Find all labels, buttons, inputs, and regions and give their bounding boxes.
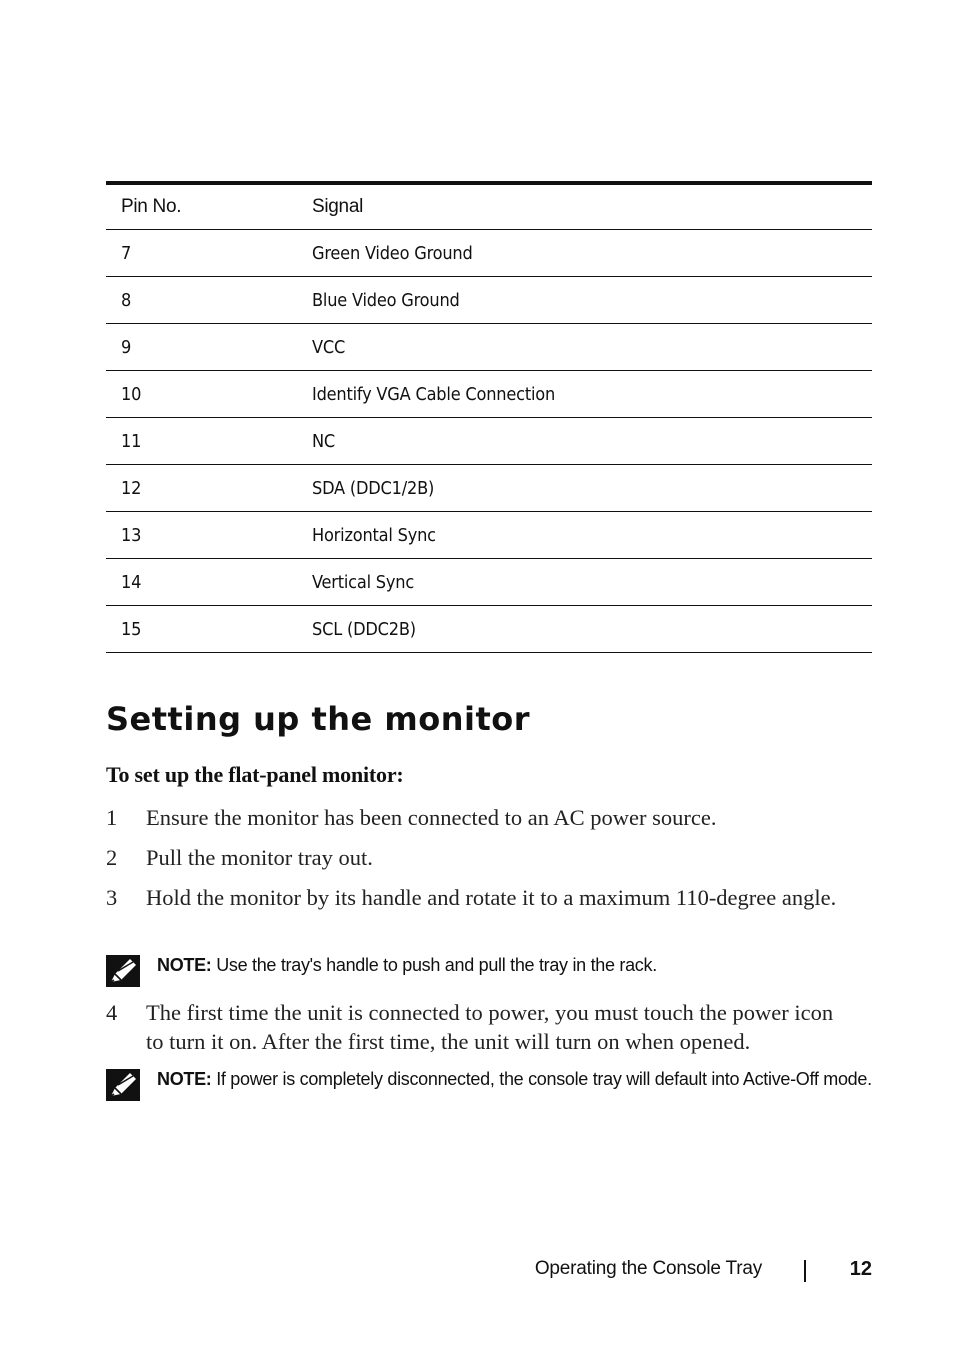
footer-divider — [804, 1260, 806, 1282]
pin-number-cell: 8 — [106, 277, 297, 324]
section-title: Setting up the monitor — [106, 700, 531, 738]
note-1 — [106, 953, 876, 977]
procedure-intro: To set up the flat-panel monitor: — [106, 762, 404, 787]
step-number: 2 — [106, 845, 118, 870]
step-text: Pull the monitor tray out. — [146, 845, 373, 870]
step-4 — [106, 998, 846, 1056]
step-3 — [106, 883, 846, 912]
step-text: The first time the unit is connected to power, you must touch the power icon to turn it on. After the first time, the unit will turn on when opened. — [146, 1000, 834, 1054]
signal-cell: SCL (DDC2B) — [297, 606, 872, 653]
pencil-note-icon — [106, 955, 140, 987]
note-label: NOTE: — [157, 955, 212, 975]
signal-cell: Blue Video Ground — [297, 277, 872, 324]
step-1 — [106, 803, 846, 832]
pin-column-header: Pin No. — [106, 183, 297, 230]
signal-cell: VCC — [297, 324, 872, 371]
table-body — [106, 230, 872, 653]
table-row — [106, 418, 872, 465]
step-number: 4 — [106, 1000, 118, 1025]
table-row — [106, 512, 872, 559]
signal-cell: Green Video Ground — [297, 230, 872, 277]
pin-number-cell: 10 — [106, 371, 297, 418]
signal-cell: Vertical Sync — [297, 559, 872, 606]
table-row — [106, 465, 872, 512]
step-2 — [106, 843, 846, 872]
pencil-note-icon — [106, 1069, 140, 1101]
pin-number-cell: 12 — [106, 465, 297, 512]
pin-signal-table — [106, 181, 872, 653]
table-header-row — [106, 183, 872, 230]
page-number: 12 — [849, 1258, 872, 1280]
table-row — [106, 371, 872, 418]
note-2 — [106, 1067, 876, 1091]
table-row — [106, 324, 872, 371]
signal-cell: Horizontal Sync — [297, 512, 872, 559]
table-row — [106, 559, 872, 606]
step-number: 1 — [106, 805, 118, 830]
signal-cell: NC — [297, 418, 872, 465]
footer-section-name: Operating the Console Tray — [534, 1258, 762, 1279]
pin-number-cell: 11 — [106, 418, 297, 465]
table-row — [106, 230, 872, 277]
table-row — [106, 277, 872, 324]
note-text: Use the tray's handle to push and pull the tray in the rack. — [211, 955, 657, 975]
pin-number-cell: 9 — [106, 324, 297, 371]
note-label: NOTE: — [157, 1069, 212, 1089]
note-text: If power is completely disconnected, the console tray will default into Active-Off mode. — [211, 1069, 872, 1089]
step-number: 3 — [106, 885, 118, 910]
signal-column-header: Signal — [297, 183, 872, 230]
pin-number-cell: 13 — [106, 512, 297, 559]
signal-cell: SDA (DDC1/2B) — [297, 465, 872, 512]
pin-number-cell: 15 — [106, 606, 297, 653]
step-text: Hold the monitor by its handle and rotate it to a maximum 110-degree angle. — [146, 885, 837, 910]
pin-number-cell: 7 — [106, 230, 297, 277]
page-footer — [0, 1258, 954, 1284]
step-text: Ensure the monitor has been connected to an AC power source. — [146, 805, 717, 830]
signal-cell: Identify VGA Cable Connection — [297, 371, 872, 418]
pin-number-cell: 14 — [106, 559, 297, 606]
table-row — [106, 606, 872, 653]
